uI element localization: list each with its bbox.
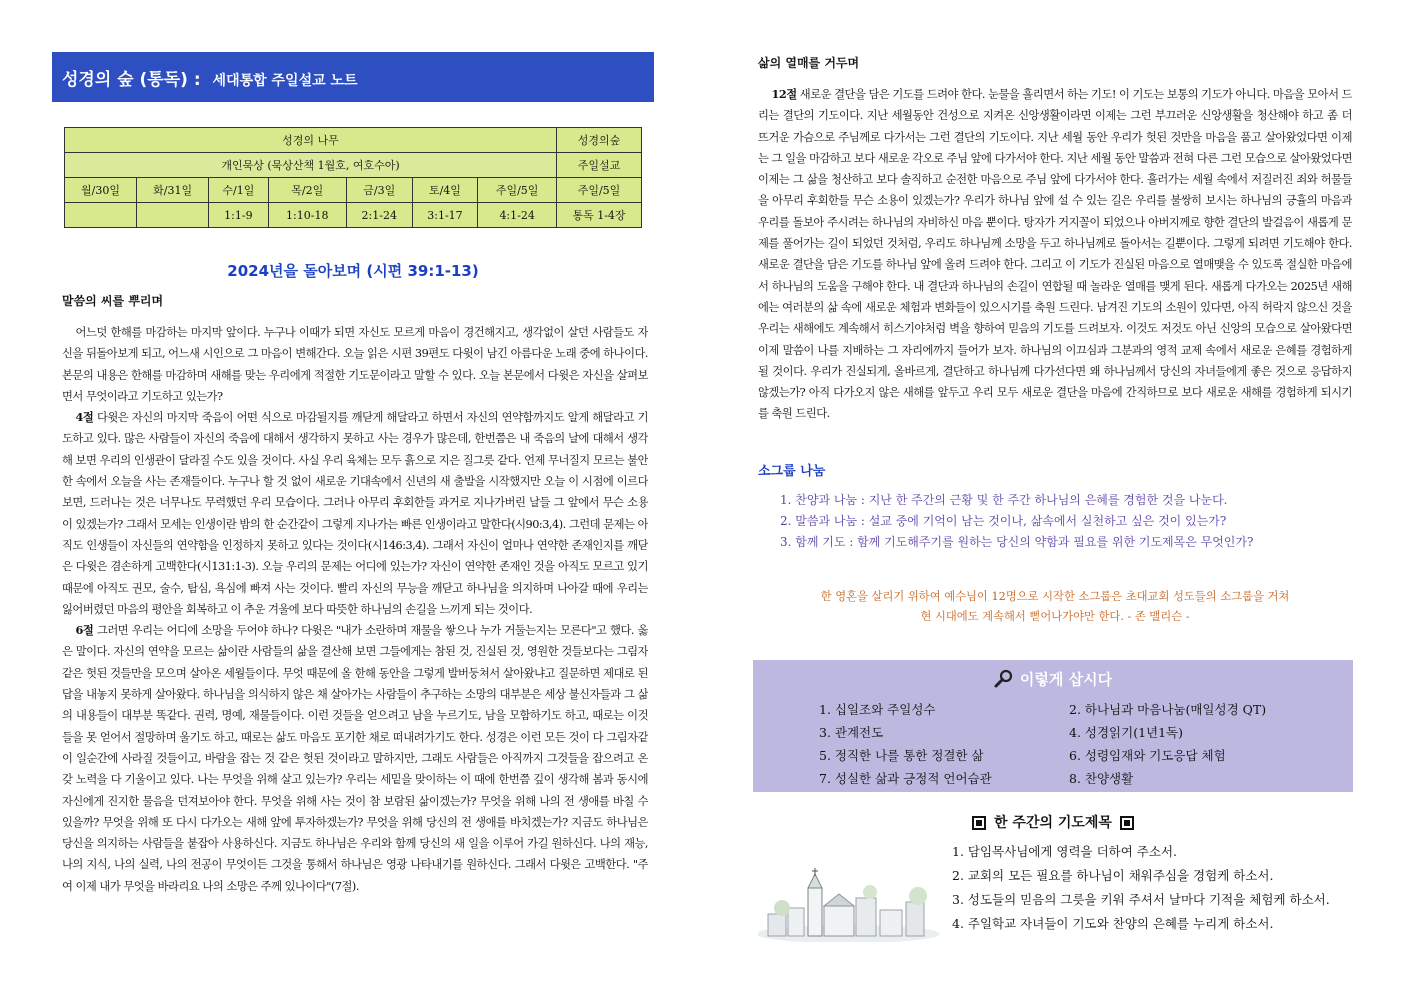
sermon-body-left <box>62 322 648 932</box>
reading-cell: 1:10-18 <box>268 203 346 228</box>
day-cell: 수/1일 <box>209 178 268 203</box>
paragraph-text: 새로운 결단을 담은 기도를 드려야 한다. 눈물을 흘리면서 하는 기도! 이 기도는 보통의 기도가 아니다. 마음을 모아서 드리는 결단의 기도이다. 지난 세월동안 건성으로 지켜온 신앙생활이라면 이제는 그런 부끄러운 신앙생활을 청산해야 하고 좀 더 뜨거운 가슴으로 주님께로 다가서는 그런 결단의 기도이다. 지난 세월 동안 우리가 헛된 것만을 마음을 품고 살아왔었다면 이제는 그 일을 마감하고 보다 새로운 각오로 주님 앞에 다가서야 한다. 지난 세월 동안 말씀과 전혀 다른 그런 모습으로 살아왔었다면 이제는 그 삶을 청산하고 보다 솔직하고 순전한 마음으로 주님 앞에 다가서야 한다. 흘러가는 세월 속에서 저질러진 죄와 허물들을 아무리 후회한들 무슨 소용이 있겠는가? 우리가 하나님 앞에 설 수 있는 길은 우리를 불쌍히 보시는 하나님의 긍휼의 마음과 우리를 돌보아 주시려는 하나님의 자비하신 마음 뿐이다. 탕자가 거지꼴이 되었으나 아버지께로 향한 결단의 발걸음이 새롭게 문제를 풀어가는 길이 되었던 것처럼, 우리도 하나님께 소망을 두고 하나님께로 돌아서는 길뿐이다. 그렇게 되려면 기도해야 한다. 새로운 결단을 담은 기도를 하나님 앞에 올려 드려야 한다. 그리고 이 기도가 진실된 마음으로 열매맺을 수 있도록 절실한 마음에서 하나님의 도움을 구해야 한다. 내 결단과 하나님의 손길이 연합될 때 놀라운 열매를 맺게 된다. 새롭게 다가오는 2025년 새해에는 여러분의 삶 속에 새로운 체험과 변화들이 있으시기를 축원 드린다. 남겨진 기도의 소원이 있다면, 아직 허락지 않으신 것을 우리는 새해에도 계속해서 히스기야처럼 벽을 향하여 믿음의 기도를 드려보자. 이것도 저것도 아닌 신앙의 모습으로 살아왔다면 이제 말씀이 나를 지배하는 그 자리에까지 들어가 보자. 하나님의 이끄심과 그분과의 영적 교제 속에서 새로운 은혜를 경험하게 될 것이다. 우리가 진실되게, 올바르게, 결단하고 하나님께 다가선다면 왜 하나님께서 당신의 자녀들에게 좋은 것으로 응답하지 않겠는가? 아직 다가오지 않은 새해를 앞두고 우리 모두 새로운 결단을 마음에 간직하므로 보다 새로운 새해를 경험하게 되시기를 축원 드린다. <box>758 88 1352 421</box>
schedule-days-row <box>65 178 642 203</box>
small-group-heading: 소그룹 나눔 <box>758 464 826 479</box>
day-cell: 토/4일 <box>412 178 478 203</box>
section-heading-seed: 말씀의 씨를 뿌리며 <box>62 294 164 308</box>
page-title-main: 성경의 숲 (통독) : <box>62 70 201 90</box>
day-cell: 목/2일 <box>268 178 346 203</box>
live-title <box>753 668 1353 692</box>
schedule-readings-row <box>65 203 642 228</box>
magnifier-icon <box>994 668 1014 692</box>
live-title-text: 이렇게 삽시다 <box>1019 670 1113 689</box>
live-item: 6. 성령임재와 기도응답 체험 <box>1069 748 1226 763</box>
quote <box>758 587 1352 627</box>
paragraph-verse-6 <box>62 620 648 897</box>
square-bullet-icon <box>1120 816 1134 830</box>
header-bar <box>52 52 654 102</box>
prayer-item: 2. 교회의 모든 필요를 하나님이 채워주심을 경험케 하소서. <box>952 868 1274 883</box>
live-item: 4. 성경읽기(1년1독) <box>1069 725 1184 740</box>
church-illustration <box>758 868 944 942</box>
reading-cell: 1:1-9 <box>209 203 268 228</box>
small-group-item: 1. 찬양과 나눔 : 지난 한 주간의 근황 및 한 주간 하나님의 은혜를 경험한 것을 나눈다. <box>780 493 1228 507</box>
day-cell: 금/3일 <box>346 178 412 203</box>
reading-schedule-table <box>64 127 642 228</box>
day-cell: 주일/5일 <box>478 178 557 203</box>
prayer-title <box>753 812 1353 832</box>
small-group-item: 2. 말씀과 나눔 : 설교 중에 기억이 남는 것이나, 삶속에서 실천하고 싶은 것이 있는가? <box>780 514 1227 528</box>
paragraph-text: 그러면 우리는 어디에 소망을 두어야 하나? 다윗은 "내가 소란하며 재물을 쌓으나 누가 거둘는지는 모른다"고 했다. 옳은 말이다. 자신의 연약을 모르는 삶이란 사람들의 삶을 결산해 보면 그들에게는 참된 것, 진실된 것, 영원한 것들보다는 그림자같은 헛된 것들만을 모으며 살아온 세월들이다. 무엇 때문에 올 한해 동안을 그렇게 발버둥쳐서 살아왔냐고 질문하면 제대로 된 답을 내놓지 못하게 살아왔다. 하나님을 의식하지 않은 채 살아가는 사람들이 추구하는 소망의 대부분은 세상 불신자들과 그 삶의 내용들이 대부분 똑같다. 권력, 명예, 재물들이다. 이런 것들을 얻으려고 남을 누르기도, 남을 모함하기도 하고, 때로는 이것들을 못 얻어서 절망하며 울기도 하고, 때로는 삶도 마음도 포기한 채로 떠내려가기도 한다. 성경은 이런 모든 것이 다 그림자같이 일순간에 사라질 것들이고, 바람을 잡는 것 같은 헛된 것이라고 말하지만, 그래도 사람들은 아직까지 그것들을 잡으려고 온갖 노력을 다 기울이고 있다. 나는 무엇을 위해 살고 있는가? 우리는 세밑을 맞이하는 이 때에 한번쯤 깊이 생각해 봄과 동시에 자신에게 진지한 물음을 던져보아야 한다. 무엇을 위해 사는 것이 참 보람된 삶이겠는가? 무엇을 위해 나의 전 생애를 바칠 수 있을까? 무엇을 위해 또 다시 다가오는 새해 앞에 투자하겠는가? 무엇을 위해 당신의 전 생애를 바치겠는가? 지금도 하나님은 당신을 의지하는 사람들을 붙잡아 사용하신다. 지금도 하나님은 우리와 함께 당신의 새 일을 이루어 가길 원하신다. 나의 재능, 나의 지식, 나의 실력, 나의 전공이 무엇이든 그것을 통해서 하나님은 영광 나타내기를 원하신다. 그래서 다윗은 고백한다. "주여 이제 내가 무엇을 바라리요 나의 소망은 주께 있나이다"(7절). <box>62 624 648 893</box>
day-cell: 월/30일 <box>65 178 137 203</box>
paragraph-text: 다윗은 자신의 마지막 죽음이 어떤 식으로 마감될지를 깨닫게 해달라고 하면서 자신의 연약함까지도 알게 해달라고 기도하고 있다. 많은 사람들이 자신의 죽음에 대해서 생각하지 못하고 사는 경우가 많은데, 한번쯤은 내 죽음의 날에 대해서 생각해 보면 우리의 인생관이 달라질 수도 있을 것이다. 사실 우리 육체는 모두 흙으로 지은 질그릇 같다. 언제 무너질지 모르는 불안한 속에서 오늘을 사는 존재들이다. 누구나 할 것 없이 새로운 기대속에서 신년의 새 출발을 시작했지만 오늘 이 시점에 이르다 보면, 드러나는 것은 너무나도 무력했던 우리 모습이다. 그러나 아무리 후회한들 과거로 지나가버린 날들 그 앞에서 무슨 소용이 있겠는가? 그래서 모세는 인생이란 밤의 한 순간같이 그렇게 지나가는 빠른 인생이라고 말한다(시90:3,4). 그런데 문제는 아직도 인생들이 자신들의 연약함을 인정하지 못하고 있다는 것이다(시146:3,4). 그래서 자신이 얼마나 연약한 존재인지를 깨닫은 다윗은 겸손하게 고백한다(시131:1-3). 오늘 우리의 문제는 어디에 있는가? 자신이 연약한 존재인 것을 아직도 모르고 있기 때문에 아직도 권모, 술수, 탐심, 욕심에 빠져 사는 것이다. 빨리 자신의 무능을 깨닫고 하나님을 의지하며 나아갈 때에 우리는 잃어버렸던 마음의 평안을 회복하고 이 추운 겨울에 보다 따뜻한 하나님의 손길을 느끼게 되는 것이다. <box>62 411 648 616</box>
paragraph-verse-12 <box>758 84 1352 425</box>
verse-label: 12절 <box>771 87 797 101</box>
sermon-header: 주일설교 <box>557 153 642 178</box>
prayer-title-text: 한 주간의 기도제목 <box>994 815 1112 831</box>
day-cell: 화/31일 <box>137 178 209 203</box>
paragraph-intro: 어느덧 한해를 마감하는 마지막 앞이다. 누구나 이때가 되면 자신도 모르게 마음이 경건해지고, 생각없이 살던 사람들도 자신을 뒤돌아보게 되고, 어느새 시인으로 그 마음이 변해간다. 오늘 읽은 시편 39편도 다윗이 남긴 아름다운 노래 중에 하나이다. 본문의 내용은 한해를 마감하며 새해를 맞는 우리에게 적절한 기도문이라고 말할 수 있다. 오늘 본문에서 다윗은 자신을 살펴보면서 무엇이라고 기도하고 있는가? <box>62 326 648 403</box>
live-item: 2. 하나님과 마음나눔(매일성경 QT) <box>1069 702 1267 717</box>
live-item: 7. 성실한 삶과 긍정적 언어습관 <box>819 771 992 786</box>
reading-cell: 2:1-24 <box>346 203 412 228</box>
quote-line: 현 시대에도 계속해서 뻗어나가야만 한다. - 존 맬리슨 - <box>920 610 1190 623</box>
schedule-row-1 <box>65 128 642 153</box>
live-item: 5. 정직한 나를 통한 정결한 삶 <box>819 748 984 763</box>
verse-label: 4절 <box>75 410 94 425</box>
reading-cell: 4:1-24 <box>478 203 557 228</box>
small-group-list <box>780 490 1360 553</box>
day-cell: 주일/5일 <box>557 178 642 203</box>
reading-cell: 통독 1-4장 <box>557 203 642 228</box>
live-item: 8. 찬양생활 <box>1069 771 1134 786</box>
page-subtitle: 세대통합 주일설교 노트 <box>212 73 358 89</box>
live-item: 1. 십일조와 주일성수 <box>819 702 936 717</box>
prayer-item: 3. 성도들의 믿음의 그릇을 키워 주셔서 날마다 기적을 체험케 하소서. <box>952 892 1330 907</box>
paragraph-verse-4 <box>62 407 648 620</box>
small-group-item: 3. 함께 기도 : 함께 기도해주기를 원하는 당신의 약함과 필요를 위한 기도제목은 무엇인가? <box>780 535 1254 549</box>
page-title <box>62 65 358 90</box>
prayer-item: 4. 주일학교 자녀들이 기도와 찬양의 은혜를 누리게 하소서. <box>952 916 1274 931</box>
section-heading-fruit: 삶의 열매를 거두며 <box>758 56 860 70</box>
prayer-item: 1. 담임목사님에게 영력을 더하여 주소서. <box>952 844 1177 859</box>
quote-line: 한 영혼을 살리기 위하여 예수님이 12명으로 시작한 소그룹은 초대교회 성도들의 소그룹을 거쳐 <box>820 590 1290 603</box>
schedule-row-2 <box>65 153 642 178</box>
live-item: 3. 관계전도 <box>819 725 884 740</box>
reading-cell <box>65 203 137 228</box>
tree-header: 성경의 나무 <box>65 128 557 153</box>
square-bullet-icon <box>972 816 986 830</box>
live-box <box>753 660 1353 792</box>
sermon-title: 2024년을 돌아보며 (시편 39:1-13) <box>227 262 479 280</box>
sermon-body-right <box>758 84 1352 444</box>
reading-cell <box>137 203 209 228</box>
reading-cell: 3:1-17 <box>412 203 478 228</box>
forest-header: 성경의숲 <box>557 128 642 153</box>
prayer-list <box>952 840 1330 936</box>
meditation-header: 개인묵상 (묵상산책 1월호, 여호수아) <box>65 153 557 178</box>
verse-label: 6절 <box>75 623 94 638</box>
